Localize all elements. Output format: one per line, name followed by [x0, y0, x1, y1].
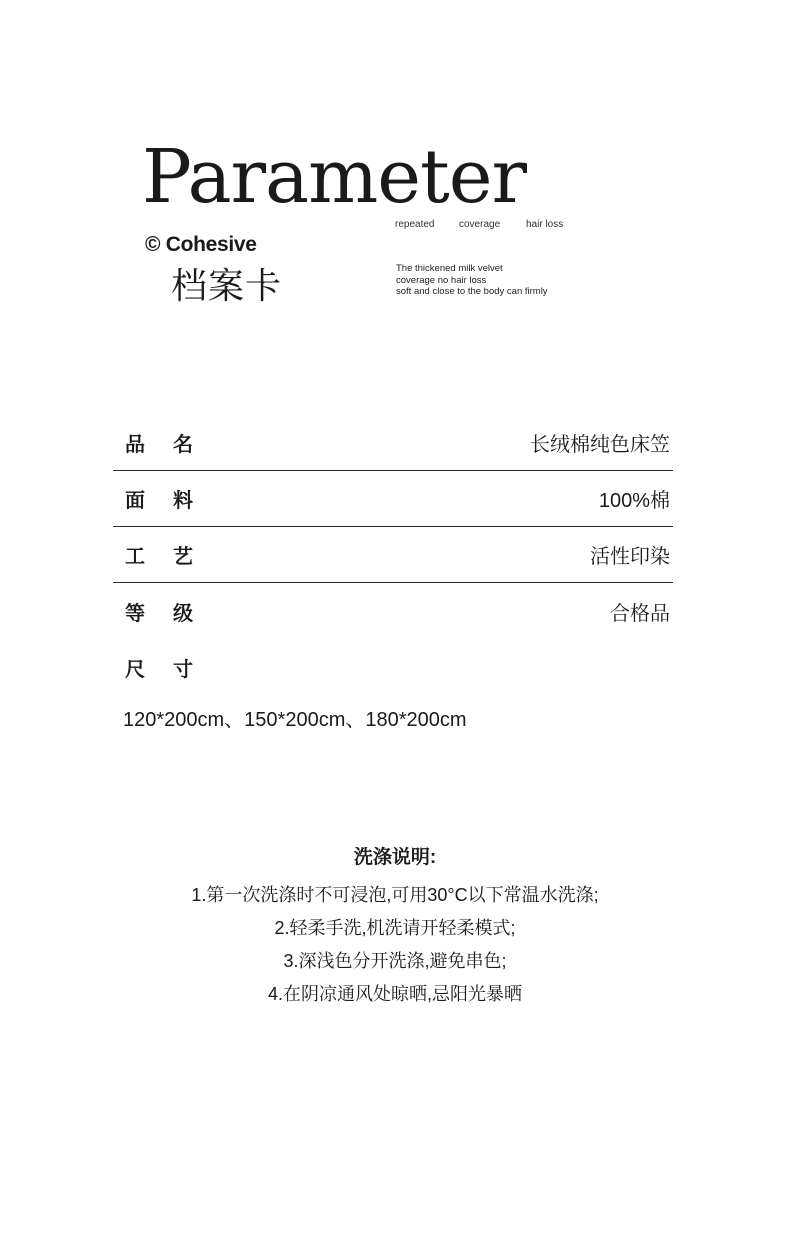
param-label: 尺 寸	[125, 658, 193, 681]
param-row-grade	[113, 583, 673, 639]
param-row-material	[113, 471, 673, 527]
param-value: 100%棉	[598, 490, 670, 512]
tag-repeated: repeated	[395, 219, 435, 230]
washing-instructions	[0, 842, 790, 1011]
washing-line: 1.第一次洗涤时不可浸泡,可用30°C以下常温水洗涤;	[191, 885, 599, 905]
header-section	[0, 0, 790, 320]
param-label: 品 名	[125, 434, 193, 456]
param-row-craft	[113, 527, 673, 583]
tag-hair-loss: hair loss	[526, 219, 564, 230]
param-value: 合格品	[610, 602, 670, 625]
tag-coverage: coverage	[459, 219, 501, 230]
product-description	[396, 263, 548, 298]
washing-line: 2.轻柔手洗,机洗请开轻柔模式;	[274, 918, 516, 938]
washing-line: 3.深浅色分开洗涤,避免串色;	[283, 951, 507, 971]
parameter-table	[113, 415, 673, 695]
washing-title: 洗涤说明:	[353, 847, 437, 868]
size-options: 120*200cm、150*200cm、180*200cm	[123, 709, 467, 731]
param-row-name	[113, 415, 673, 471]
param-value: 长绒棉纯色床笠	[530, 434, 670, 456]
description-line: coverage no hair loss	[396, 274, 487, 286]
card-title: 档案卡	[171, 265, 283, 306]
brand-name: © Cohesive	[145, 233, 257, 256]
param-label: 工 艺	[125, 546, 193, 568]
page-title: Parameter	[142, 134, 526, 220]
description-line: The thickened milk velvet	[396, 263, 503, 274]
washing-line: 4.在阴凉通风处晾晒,忌阳光暴晒	[267, 984, 522, 1004]
param-row-size	[113, 639, 673, 695]
param-label: 面 料	[125, 490, 193, 512]
param-label: 等 级	[125, 602, 193, 625]
param-value: 活性印染	[590, 546, 670, 568]
description-line: soft and close to the body can firmly	[396, 286, 548, 297]
